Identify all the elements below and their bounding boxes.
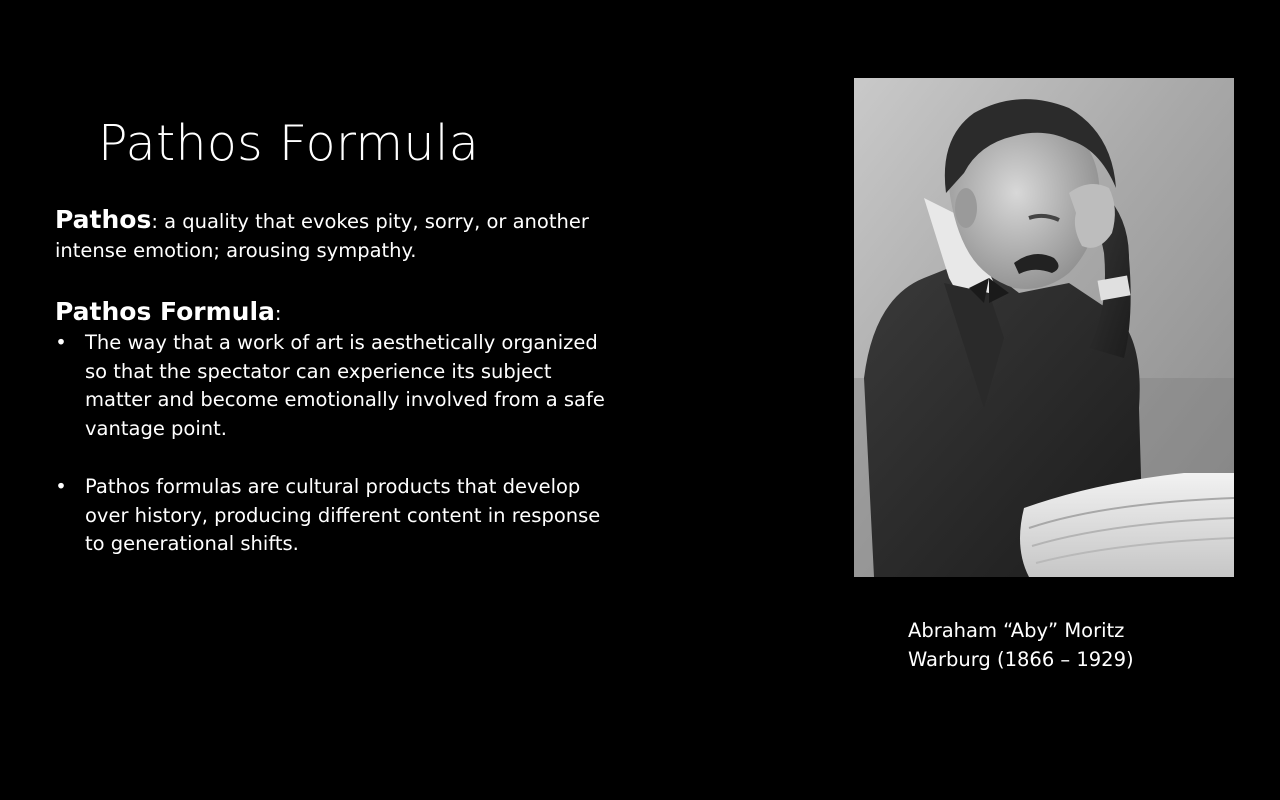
pathos-definition-text: : a quality that evokes pity, sorry, or another intense emotion; arousing sympathy. [55,210,589,262]
caption-line-2: Warburg (1866 – 1929) [908,648,1134,671]
portrait-caption [908,616,1208,674]
bullet-item [55,329,615,443]
bullet-text: Pathos formulas are cultural products that develop over history, producing different content in response to generational shifts. [85,475,601,555]
bullet-list [55,329,615,559]
pathos-formula-heading [55,296,615,329]
bullet-icon: • [55,331,67,354]
pathos-term: Pathos [55,205,152,234]
slide-title: Pathos Formula [98,115,480,172]
slide-body [55,205,615,559]
bullet-icon: • [55,475,67,498]
pathos-definition [55,205,615,265]
portrait-photo [854,78,1234,577]
caption-line-1: Abraham “Aby” Moritz [908,619,1125,642]
pathos-formula-term: Pathos Formula [55,297,275,326]
bullet-item [55,473,615,559]
pathos-formula-colon: : [274,302,282,325]
bullet-text: The way that a work of art is aesthetically organized so that the spectator can experience its subject matter and become emotionally involved from a safe vantage point. [85,331,605,440]
